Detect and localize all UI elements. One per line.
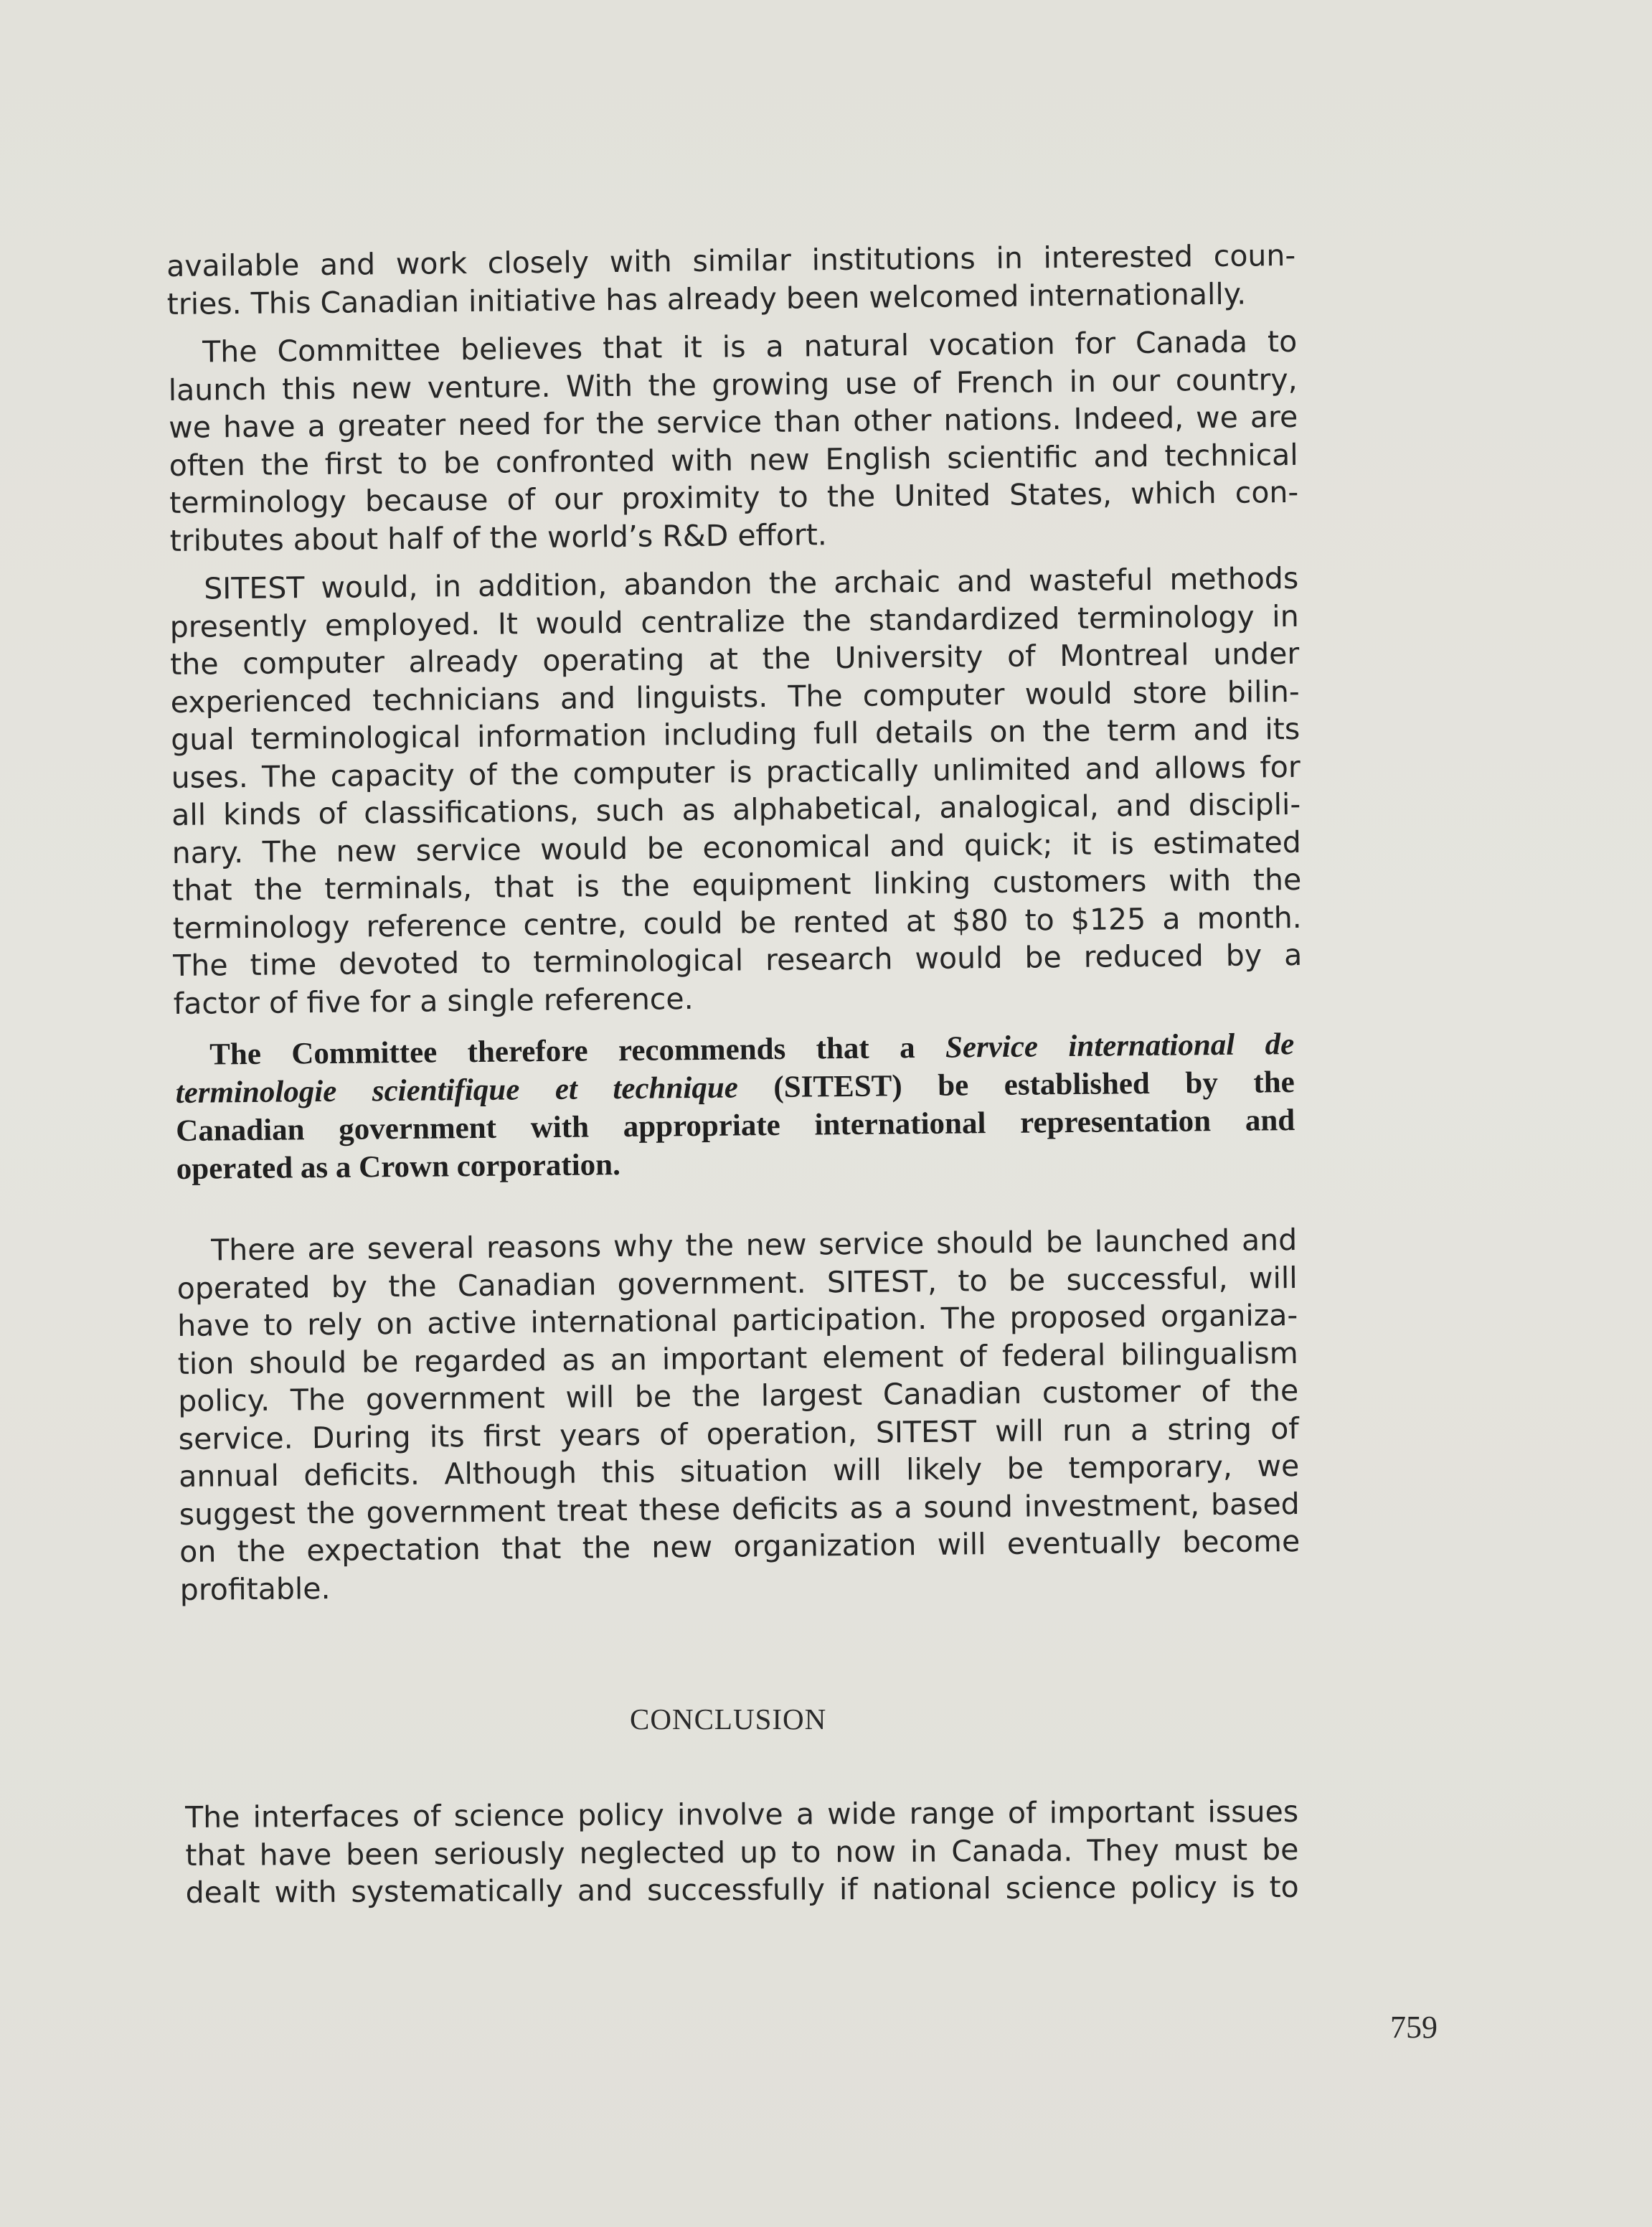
recommendation-italic-text: Service international de — [945, 1027, 1295, 1065]
text-line: all kinds of classifications, such as alphabetical, analogical, and discipli- — [171, 786, 1301, 832]
recommendation-line: Canadian government with appropriate international representation and — [176, 1103, 1295, 1148]
paragraph-sitest-methods — [169, 560, 1303, 1022]
paragraph-conclusion — [185, 1793, 1299, 1912]
text-line: SITEST would, in addition, abandon the archaic and wasteful methods — [204, 560, 1299, 606]
text-line: policy. The government will be the largest Canadian customer of the — [178, 1373, 1299, 1418]
text-line: have to rely on active international participation. The proposed organiza- — [177, 1298, 1298, 1343]
recommendation-text: The Committee therefore recommends that a — [209, 1031, 915, 1072]
text-line: that have been seriously neglected up to now in Canada. They must be — [185, 1832, 1299, 1873]
text-line: we have a greater need for the service than other nations. Indeed, we are — [169, 399, 1298, 445]
text-line: on the expectation that the new organization will eventually become — [179, 1523, 1301, 1569]
text-line: annual deficits. Although this situation will likely be temporary, we — [179, 1448, 1300, 1494]
text-line: that the terminals, that is the equipment linking customers with the — [172, 862, 1302, 908]
paragraph-natural-vocation — [168, 323, 1299, 560]
paragraph-reasons — [176, 1221, 1301, 1609]
text-line: tributes about half of the world’s R&D effort. — [169, 517, 828, 558]
text-line: tries. This Canadian initiative has already been welcomed internationally. — [166, 276, 1247, 321]
text-line: service. During its first years of operation, SITEST will run a string of — [178, 1411, 1299, 1456]
section-heading-conclusion: CONCLUSION — [630, 1703, 827, 1736]
recommendation-italic-text: terminologie scientifique et technique — [175, 1070, 739, 1110]
text-line: tion should be regarded as an important element of federal bilingualism — [177, 1335, 1298, 1381]
recommendation-line: operated as a Crown corporation. — [176, 1148, 621, 1186]
text-line: launch this new venture. With the growing use of French in our country, — [168, 362, 1298, 408]
text-line: operated by the Canadian government. SITEST, to be successful, will — [176, 1260, 1298, 1306]
text-line: profitable. — [179, 1571, 331, 1607]
recommendation-text: (SITEST) be established by the — [773, 1065, 1295, 1104]
text-line: The Committee believes that it is a natural vocation for Canada to — [202, 324, 1298, 369]
text-line: factor of five for a single reference. — [173, 981, 694, 1021]
text-line: experienced technicians and linguists. The computer would store bilin- — [170, 674, 1300, 720]
paragraph-continuation — [166, 237, 1296, 323]
text-line: gual terminological information including full details on the term and its — [171, 711, 1301, 757]
text-line: the computer already operating at the University of Montreal under — [170, 636, 1300, 682]
text-line: terminology because of our proximity to the United States, which con- — [169, 474, 1299, 520]
page-number: 759 — [1390, 2010, 1438, 2045]
text-line: available and work closely with similar institutions in interested coun- — [166, 237, 1296, 283]
text-line: often the first to be confronted with new English scientific and technical — [169, 437, 1298, 483]
text-line: The interfaces of science policy involve a wide range of important issues — [185, 1794, 1299, 1835]
text-line: presently employed. It would centralize the standardized terminology in — [169, 598, 1299, 644]
text-line: There are several reasons why the new service should be launched and — [211, 1223, 1298, 1268]
text-line: dealt with systematically and successfully if national science policy is to — [185, 1869, 1299, 1910]
text-line: suggest the government treat these deficits as a sound investment, based — [179, 1486, 1300, 1532]
recommendation-paragraph — [175, 1026, 1295, 1189]
text-line: The time devoted to terminological research would be reduced by a — [173, 937, 1303, 983]
text-line: terminology reference centre, could be rented at $80 to $125 a month. — [172, 900, 1302, 946]
text-line: nary. The new service would be economical and quick; it is estimated — [171, 824, 1301, 870]
text-line: uses. The capacity of the computer is practically unlimited and allows for — [171, 749, 1301, 795]
